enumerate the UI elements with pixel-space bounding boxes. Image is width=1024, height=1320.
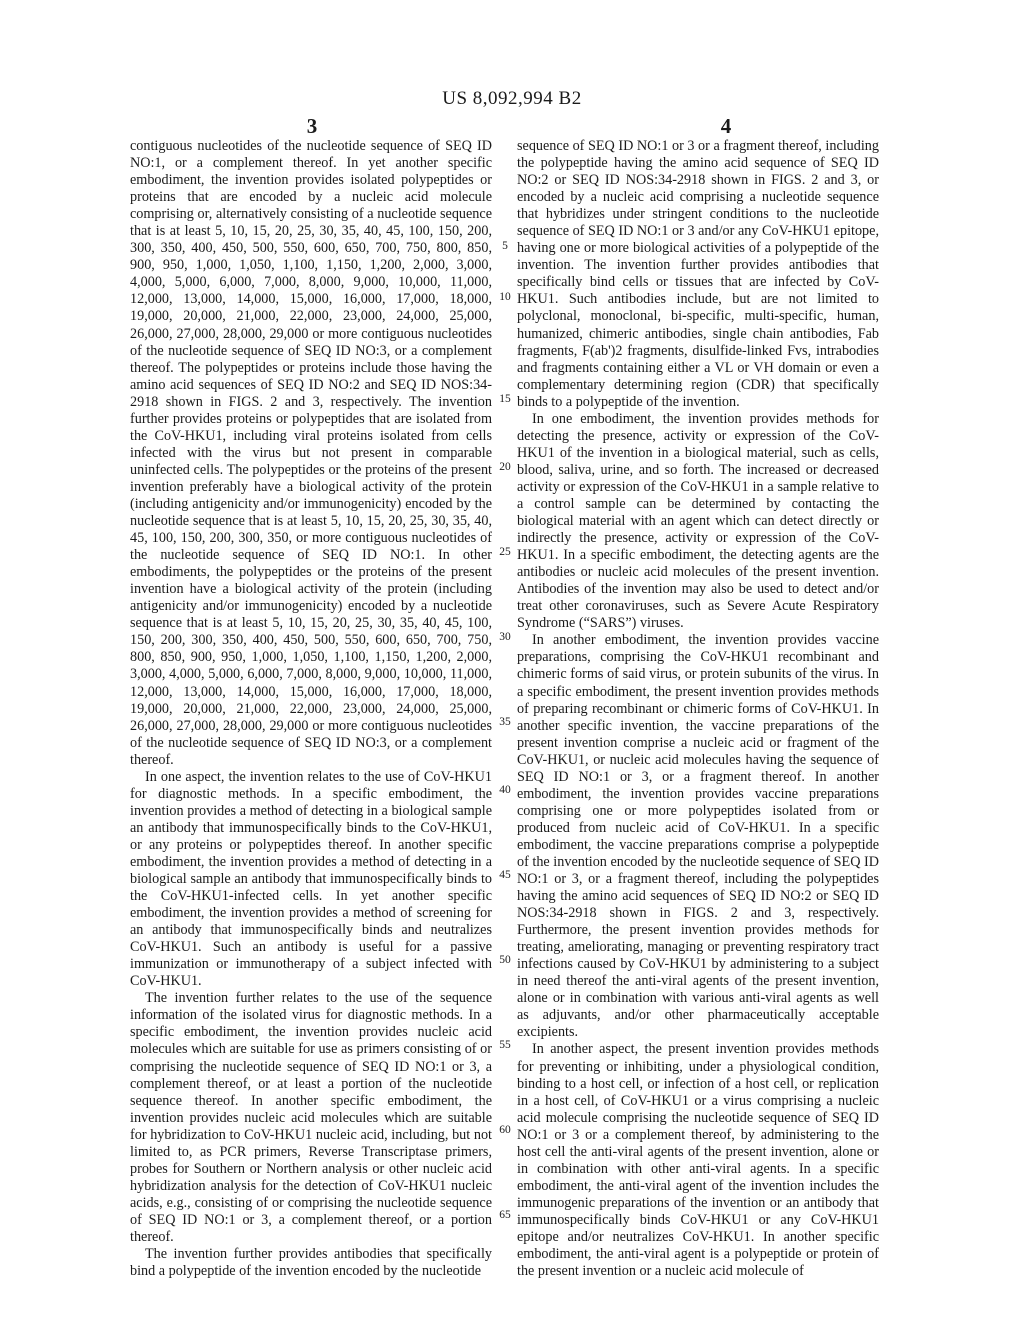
line-number: 65 — [499, 1209, 511, 1221]
right-column — [517, 138, 879, 1280]
line-number: 25 — [499, 546, 511, 558]
line-number: 20 — [499, 461, 511, 473]
line-number: 15 — [499, 393, 511, 405]
paragraph: The invention further relates to the use of the sequence information of the isolated virus for diagnostic methods. In a specific embodiment, the invention provides nucleic acid molecules which are suitable for use as primers consisting of or comprising the nucleotide sequence of SEQ ID NO:1 or 3, a complement thereof, or at least a portion of the nucleotide sequence thereof. In another specific embodiment, the invention provides nucleic acid molecules which are suitable for hybridization to CoV-HKU1 nucleic acid, including, but not limited to, as PCR primers, Reverse Transcriptase primers, probes for Southern or Northern analysis or other nucleic acid hybridization analysis for the detection of CoV-HKU1 nucleic acids, e.g., consisting of or comprising the nucleotide sequence of SEQ ID NO:1 or 3, a complement thereof, or a portion thereof. — [130, 990, 492, 1245]
left-page-number: 3 — [306, 114, 318, 138]
line-number: 45 — [499, 869, 511, 881]
line-number: 60 — [499, 1124, 511, 1136]
paragraph: In another aspect, the present invention provides methods for preventing or inhibiting, under a physiological condition, binding to a host cell, or infection of a host cell, or replication in a host cell, of CoV-HKU1 or a virus comprising a nucleic acid molecule comprising the nucleotide sequence of SEQ ID NO:1 or 3 or a complement thereof, by administering to the host cell the anti-viral agents of the present invention, alone or in combination with other anti-viral agents. In a specific embodiment, the anti-viral agent of the invention includes the immunogenic preparations of the invention or an antibody that immunospecifically binds CoV-HKU1 or any CoV-HKU1 epitope and/or neutralizes CoV-HKU1. In another specific embodiment, the anti-viral agent is a polypeptide or protein of the present invention or a nucleic acid molecule of — [517, 1041, 879, 1280]
paragraph: In one aspect, the invention relates to the use of CoV-HKU1 for diagnostic methods. In a specific embodiment, the invention provides a method of detecting in a biological sample an antibody that immunospecifically binds to the CoV-HKU1, or any proteins or polypeptides thereof. In another specific embodiment, the invention provides a method of detecting in a biological sample an antibody that immunospecifically binds to the CoV-HKU1-infected cells. In yet another specific embodiment, the invention provides a method of screening for an antibody that immunospecifically binds and neutralizes CoV-HKU1. Such an antibody is useful for a passive immunization or immunotherapy of a subject infected with CoV-HKU1. — [130, 768, 492, 990]
right-page-number: 4 — [720, 114, 732, 138]
patent-number: US 8,092,994 B2 — [442, 88, 582, 109]
paragraph: The invention further provides antibodies that specifically bind a polypeptide of the invention encoded by the nucleotide — [130, 1246, 492, 1280]
paragraph: contiguous nucleotides of the nucleotide sequence of SEQ ID NO:1, or a complement thereof. In yet another specific embodiment, the invention provides isolated polypeptides or proteins that are encoded by a nucleic acid molecule comprising or, alternatively consisting of a nucleotide sequence that is at least 5, 10, 15, 20, 25, 30, 35, 40, 45, 100, 150, 200, 300, 350, 400, 450, 500, 550, 600, 650, 700, 750, 800, 850, 900, 950, 1,000, 1,050, 1,100, 1,150, 1,200, 2,000, 3,000, 4,000, 5,000, 6,000, 7,000, 8,000, 9,000, 10,000, 11,000, 12,000, 13,000, 14,000, 15,000, 16,000, 17,000, 18,000, 19,000, 20,000, 21,000, 22,000, 23,000, 24,000, 25,000, 26,000, 27,000, 28,000, 29,000 or more contiguous nucleotides of the nucleotide sequence of SEQ ID NO:3, or a complement thereof. The polypeptides or proteins include those having the amino acid sequences of SEQ ID NO:2 and SEQ ID NOS:34-2918 shown in FIGS. 2 and 3, respectively. The invention further provides proteins or polypeptides that are isolated from the CoV-HKU1, including viral proteins isolated from cells infected with the virus but not present in comparable uninfected cells. The polypeptides or the proteins of the present invention preferably have a biological activity of the protein (including antigenicity and/or immunogenicity) encoded by the nucleotide sequence that is at least 5, 10, 15, 20, 25, 30, 35, 40, 45, 100, 150, 200, 300, 350, or more contiguous nucleotides of the nucleotide sequence of SEQ ID NO:1. In other embodiments, the polypeptides or the proteins of the present invention have a biological activity of the protein (including antigenicity and/or immunogenicity) encoded by a nucleotide sequence that is at least 5, 10, 15, 20, 25, 30, 35, 40, 45, 100, 150, 200, 300, 350, 400, 450, 500, 550, 600, 650, 700, 750, 800, 850, 900, 950, 1,000, 1,050, 1,100, 1,150, 1,200, 2,000, 3,000, 4,000, 5,000, 6,000, 7,000, 8,000, 9,000, 10,000, 11,000, 12,000, 13,000, 14,000, 15,000, 16,000, 17,000, 18,000, 19,000, 20,000, 21,000, 22,000, 23,000, 24,000, 25,000, 26,000, 27,000, 28,000, 29,000 or more contiguous nucleotides of the nucleotide sequence of SEQ ID NO:3, or a complement thereof. — [130, 138, 492, 768]
line-number: 10 — [499, 291, 511, 303]
paragraph: In another embodiment, the invention provides vaccine preparations, comprising the CoV-HKU1 recombinant and chimeric forms of said virus, or protein subunits of the virus. In a specific embodiment, the present invention provides methods of preparing recombinant or chimeric forms of CoV-HKU1. In another specific invention, the vaccine preparations of the present invention comprise a nucleic acid or fragment of the CoV-HKU1, or nucleic acid molecules having the sequence of SEQ ID NO:1 or 3, or a fragment thereof. In another embodiment, the invention provides vaccine preparations comprising one or more polypeptides isolated from or produced from nucleic acid of CoV-HKU1. In a specific embodiment, the vaccine preparations comprise a polypeptide of the invention encoded by the nucleotide sequence of SEQ ID NO:1 or 3, or a fragment thereof, including the polypeptides having the amino acid sequences of SEQ ID NO:2 or SEQ ID NOS:34-2918 shown in FIGS. 2 and 3, respectively. Furthermore, the present invention provides methods for treating, ameliorating, managing or preventing respiratory tract infections caused by CoV-HKU1 by administering to a subject in need thereof the anti-viral agents of the present invention, alone or in combination with various anti-viral agents as well as adjuvants, and/or other pharmaceutically acceptable excipients. — [517, 632, 879, 1041]
paragraph: sequence of SEQ ID NO:1 or 3 or a fragment thereof, including the polypeptide having the amino acid sequence of SEQ ID NO:2 or SEQ ID NOS:34-2918 shown in FIGS. 2 and 3, or encoded by a nucleic acid comprising a nucleotide sequence that hybridizes under stringent conditions to the nucleotide sequence of SEQ ID NO:1 or 3 and/or any CoV-HKU1 epitope, having one or more biological activities of a polypeptide of the invention. The invention further provides antibodies that specifically bind cells or tissues that are infected by CoV-HKU1. Such antibodies include, but are not limited to polyclonal, monoclonal, bi-specific, multi-specific, human, humanized, chimeric antibodies, single chain antibodies, Fab fragments, F(ab')2 fragments, disulfide-linked Fvs, intrabodies and fragments containing either a VL or VH domain or even a complementary determining region (CDR) that specifically binds to a polypeptide of the invention. — [517, 138, 879, 410]
paragraph: In one embodiment, the invention provides methods for detecting the presence, activity or expression of the CoV-HKU1 of the invention in a biological material, such as cells, blood, saliva, urine, and so forth. The increased or decreased activity or expression of the CoV-HKU1 in a sample relative to a control sample can be determined by contacting the biological material with an agent which can detect directly or indirectly the presence, activity or expression of the CoV-HKU1. In a specific embodiment, the detecting agents are the antibodies or nucleic acid molecules of the present invention. Antibodies of the invention may also be used to detect and/or treat other coronaviruses, such as Severe Acute Respiratory Syndrome (“SARS”) viruses. — [517, 410, 879, 632]
line-number: 30 — [499, 631, 511, 643]
left-column — [130, 138, 492, 1280]
line-number: 35 — [499, 716, 511, 728]
line-number: 55 — [499, 1039, 511, 1051]
line-number: 5 — [502, 240, 508, 252]
line-number: 40 — [499, 784, 511, 796]
line-number: 50 — [499, 954, 511, 966]
